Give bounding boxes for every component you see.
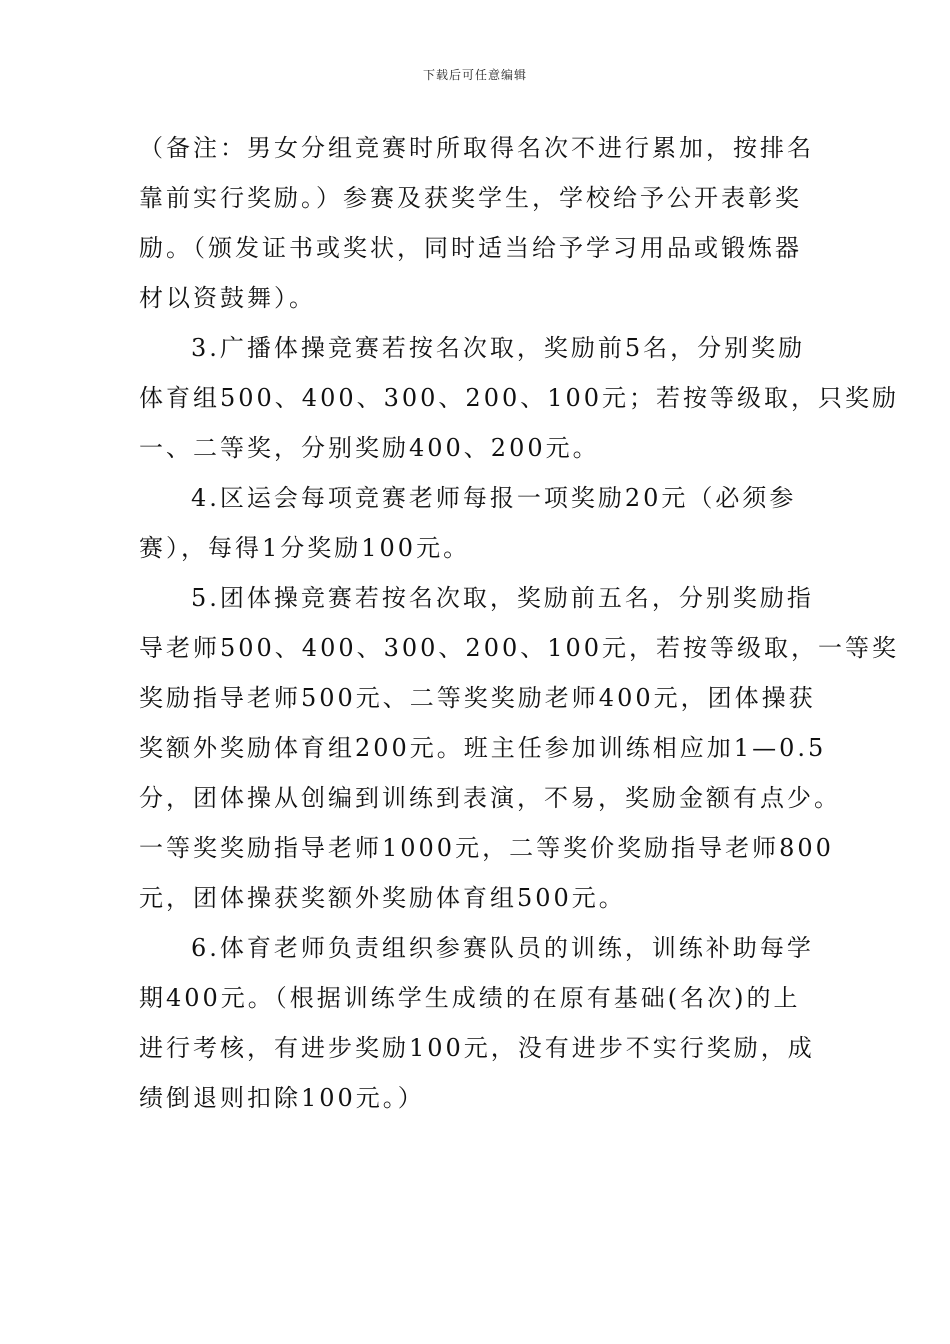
- paragraph-line: 6.体育老师负责组织参赛队员的训练，训练补助每学: [191, 934, 814, 962]
- paragraph-line: （备注：男女分组竞赛时所取得名次不进行累加，按排名: [139, 134, 814, 162]
- paragraph-line: 赛），每得1分奖励100元。: [139, 534, 471, 562]
- paragraph-line: 元，团体操获奖额外奖励体育组500元。: [139, 884, 626, 912]
- paragraph-line: 体育组500、400、300、200、100元；若按等级取，只奖励: [139, 384, 900, 412]
- paragraph-line: 期400元。（根据训练学生成绩的在原有基础(名次)的上: [139, 984, 801, 1012]
- paragraph-line: 励。（颁发证书或奖状，同时适当给予学习用品或锻炼器: [139, 234, 802, 262]
- paragraph-line: 材以资鼓舞）。: [139, 284, 316, 312]
- paragraph-line: 绩倒退则扣除100元。）: [139, 1084, 425, 1112]
- paragraph-line: 奖励指导老师500元、二等奖奖励老师400元，团体操获: [139, 684, 816, 712]
- paragraph-line: 3.广播体操竞赛若按名次取，奖励前5名，分别奖励: [191, 334, 806, 362]
- header-note: 下载后可任意编辑: [422, 68, 527, 82]
- paragraph-line: 靠前实行奖励。）参赛及获奖学生，学校给予公开表彰奖: [139, 184, 802, 212]
- paragraph-line: 一等奖奖励指导老师1000元，二等奖价奖励指导老师800: [139, 834, 834, 862]
- paragraph-line: 一、二等奖，分别奖励400、200元。: [139, 434, 600, 462]
- paragraph-line: 奖额外奖励体育组200元。班主任参加训练相应加1—0.5: [139, 734, 827, 762]
- paragraph-line: 5.团体操竞赛若按名次取，奖励前五名，分别奖励指: [191, 584, 814, 612]
- document-body: [139, 123, 900, 1123]
- paragraph-line: 4.区运会每项竞赛老师每报一项奖励20元（必须参: [191, 484, 797, 512]
- paragraph-line: 分，团体操从创编到训练到表演，不易，奖励金额有点少。: [139, 784, 841, 812]
- paragraph-line: 导老师500、400、300、200、100元，若按等级取，一等奖: [139, 634, 900, 662]
- paragraph-line: 进行考核，有进步奖励100元，没有进步不实行奖励，成: [139, 1034, 815, 1062]
